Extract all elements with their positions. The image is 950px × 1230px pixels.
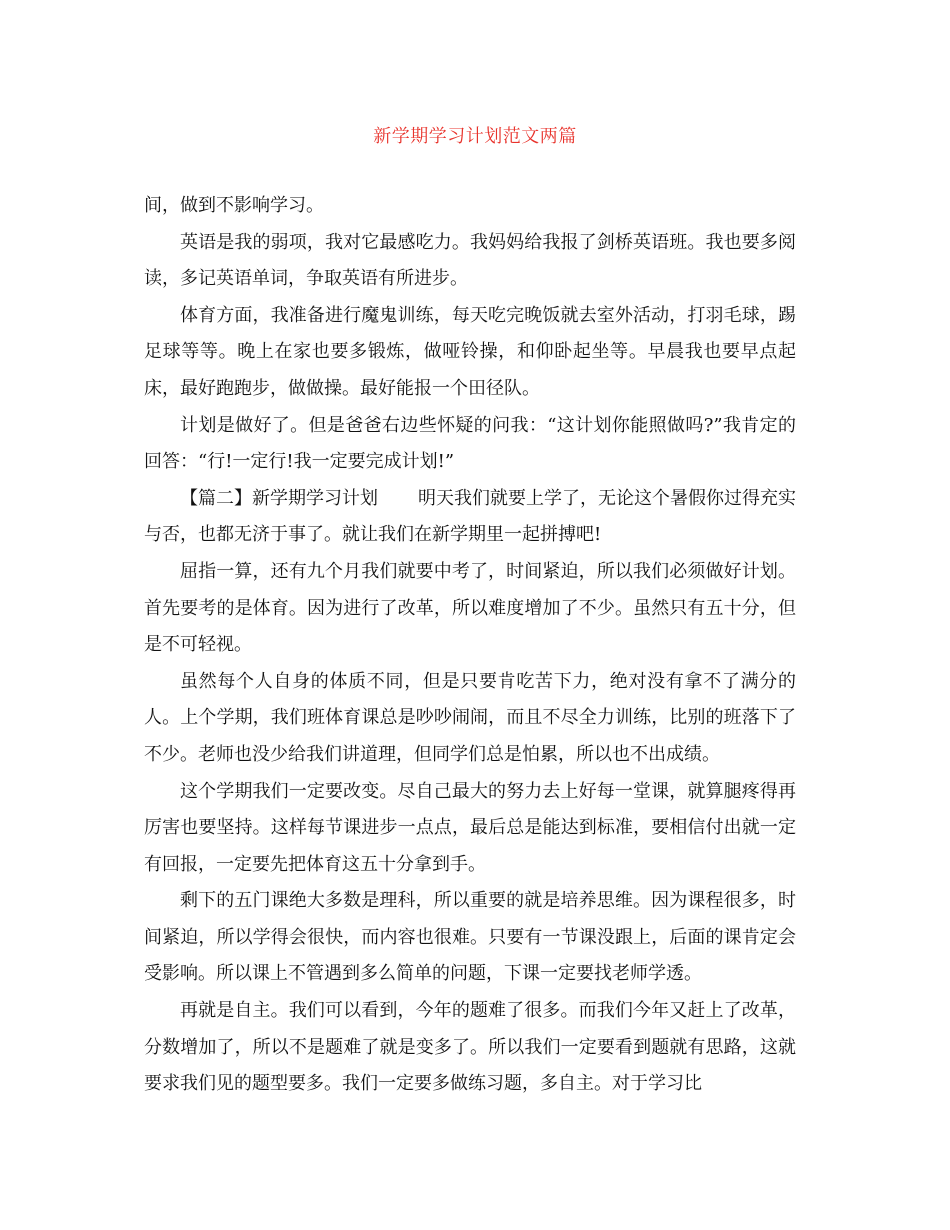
paragraph-8: 这个学期我们一定要改变。尽自己最大的努力去上好每一堂课，就算腿疼得再厉害也要坚持。这样每节课进步一点点，最后总是能达到标准，要相信付出就一定有回报，一定要先把体育这五十分拿到手。	[144, 780, 796, 875]
paragraph-5-text: 明天我们就要上学了，无论这个暑假你过得充实与否，也都无济于事了。就让我们在新学期里一起拼搏吧!	[144, 487, 796, 546]
paragraph-1: 间，做到不影响学习。	[144, 195, 324, 216]
section-heading: 【篇二】新学期学习计划	[180, 487, 378, 509]
paragraph-4: 计划是做好了。但是爸爸右边些怀疑的问我：“这计划你能照做吗?”我肯定的回答：“行!一定行!我一定要完成计划!”	[144, 414, 796, 473]
paragraph-10: 再就是自主。我们可以看到，今年的题难了很多。而我们今年又赶上了改革，分数增加了，所以不是题难了就是变多了。所以我们一定要看到题就有思路，这就要求我们见的题型要多。我们一定要多做练习题，多自主。对于学习比	[144, 1000, 796, 1095]
document-body	[144, 188, 796, 1103]
paragraph-9: 剩下的五门课绝大多数是理科，所以重要的就是培养思维。因为课程很多，时间紧迫，所以学得会很快，而内容也很难。只要有一节课没跟上，后面的课肯定会受影响。所以课上不管遇到多么简单的问题，下课一定要找老师学透。	[144, 890, 796, 985]
paragraph-2: 英语是我的弱项，我对它最感吃力。我妈妈给我报了剑桥英语班。我也要多阅读，多记英语单词，争取英语有所进步。	[144, 231, 796, 290]
paragraph-5	[144, 481, 796, 554]
paragraph-7: 虽然每个人自身的体质不同，但是只要肯吃苦下力，绝对没有拿不了满分的人。上个学期，我们班体育课总是吵吵闹闹，而且不尽全力训练，比别的班落下了不少。老师也没少给我们讲道理，但同学们总是怕累，所以也不出成绩。	[144, 670, 796, 765]
document-title: 新学期学习计划范文两篇	[373, 126, 577, 147]
paragraph-3: 体育方面，我准备进行魔鬼训练，每天吃完晚饭就去室外活动，打羽毛球，踢足球等等。晚上在家也要多锻炼，做哑铃操，和仰卧起坐等。早晨我也要早点起床，最好跑跑步，做做操。最好能报一个田径队。	[144, 304, 796, 399]
paragraph-6: 屈指一算，还有九个月我们就要中考了，时间紧迫，所以我们必须做好计划。首先要考的是体育。因为进行了改革，所以难度增加了不少。虽然只有五十分，但是不可轻视。	[144, 560, 796, 656]
